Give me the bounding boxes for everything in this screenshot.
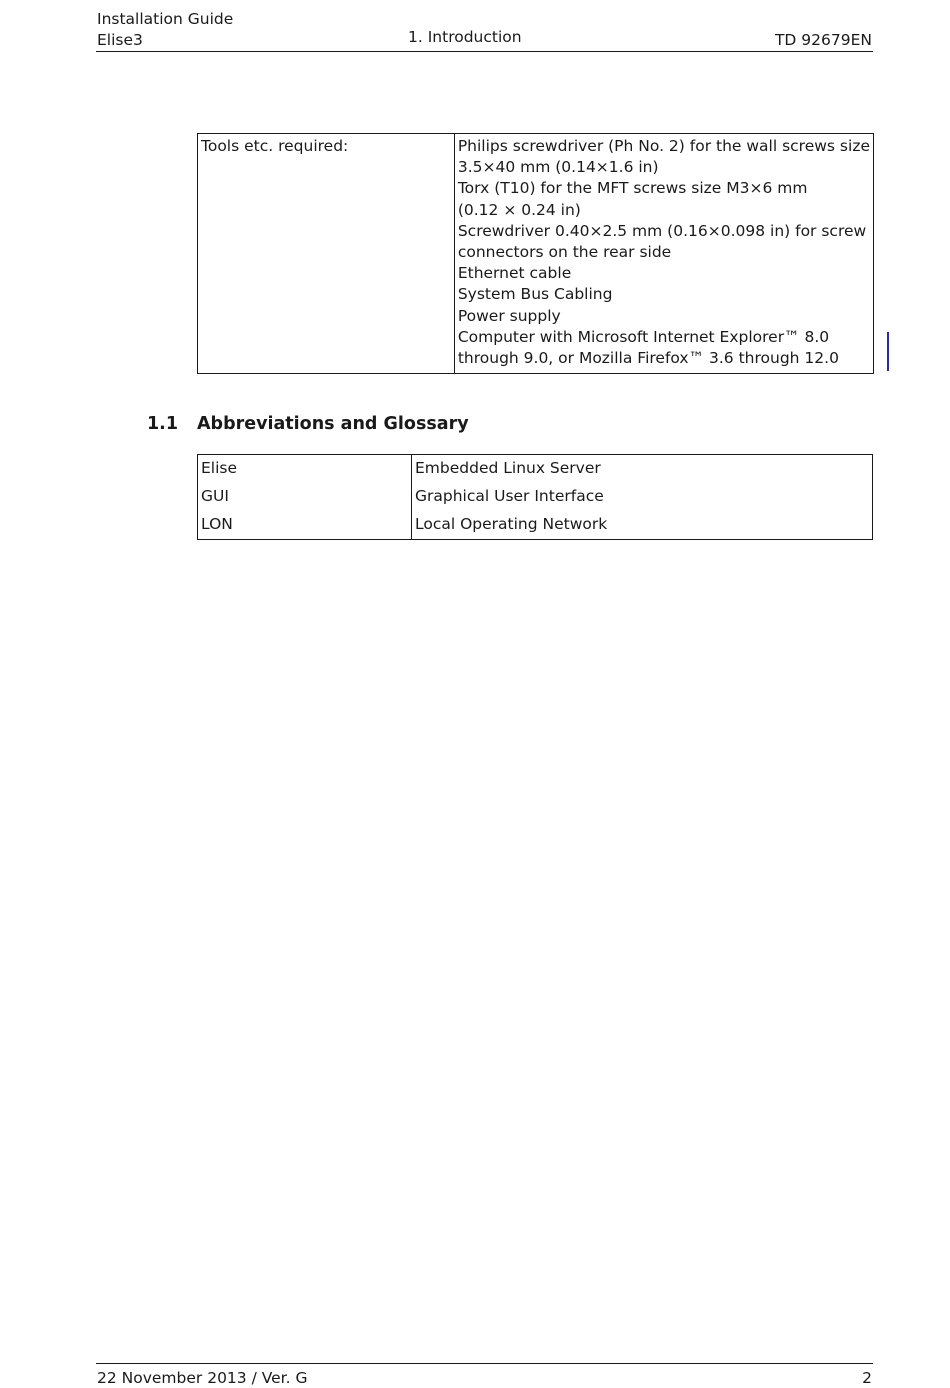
table-row <box>198 455 873 484</box>
footer-date-version: 22 November 2013 / Ver. G <box>97 1369 308 1387</box>
tools-table <box>197 133 874 374</box>
tools-line: Power supply <box>457 306 561 325</box>
tools-list <box>454 134 873 374</box>
tools-row <box>198 134 874 374</box>
tools-line: 3.5×40 mm (0.14×1.6 in) <box>457 158 659 177</box>
tools-line: through 9.0, or Mozilla Firefox™ 3.6 through 12.0 <box>457 349 839 368</box>
tools-line: Torx (T10) for the MFT screws size M3×6 mm <box>457 179 808 198</box>
tools-line: Philips screwdriver (Ph No. 2) for the wall screws size <box>457 137 870 155</box>
tools-line: Computer with Microsoft Internet Explorer™ 8.0 <box>457 327 830 346</box>
glossary-definition: Graphical User Interface <box>415 487 604 505</box>
footer-rule <box>96 1363 873 1364</box>
glossary-table <box>197 454 873 540</box>
table-row <box>198 511 873 540</box>
tools-label: Tools etc. required: <box>198 134 455 374</box>
header-section: 1. Introduction <box>408 28 522 46</box>
section-number: 1.1 <box>147 414 179 434</box>
section-title: Abbreviations and Glossary <box>197 414 469 434</box>
page-number: 2 <box>862 1369 872 1387</box>
glossary-definition: Embedded Linux Server <box>415 459 601 477</box>
table-row <box>198 483 873 511</box>
product-name: Elise3 <box>97 31 143 49</box>
glossary-term: GUI <box>198 483 412 511</box>
glossary-term: Elise <box>198 455 412 484</box>
tools-line: Ethernet cable <box>457 264 572 283</box>
glossary-term: LON <box>198 511 412 540</box>
tools-line: (0.12 × 0.24 in) <box>457 200 581 219</box>
header-left <box>97 9 233 51</box>
tools-line: connectors on the rear side <box>457 243 672 262</box>
tools-line: System Bus Cabling <box>457 285 613 304</box>
glossary-definition: Local Operating Network <box>415 515 608 533</box>
header-rule <box>96 51 873 52</box>
change-bar <box>887 332 889 371</box>
header-doc-number: TD 92679EN <box>774 31 872 49</box>
doc-type: Installation Guide <box>97 10 234 28</box>
tools-line: Screwdriver 0.40×2.5 mm (0.16×0.098 in) for screw <box>457 221 867 240</box>
